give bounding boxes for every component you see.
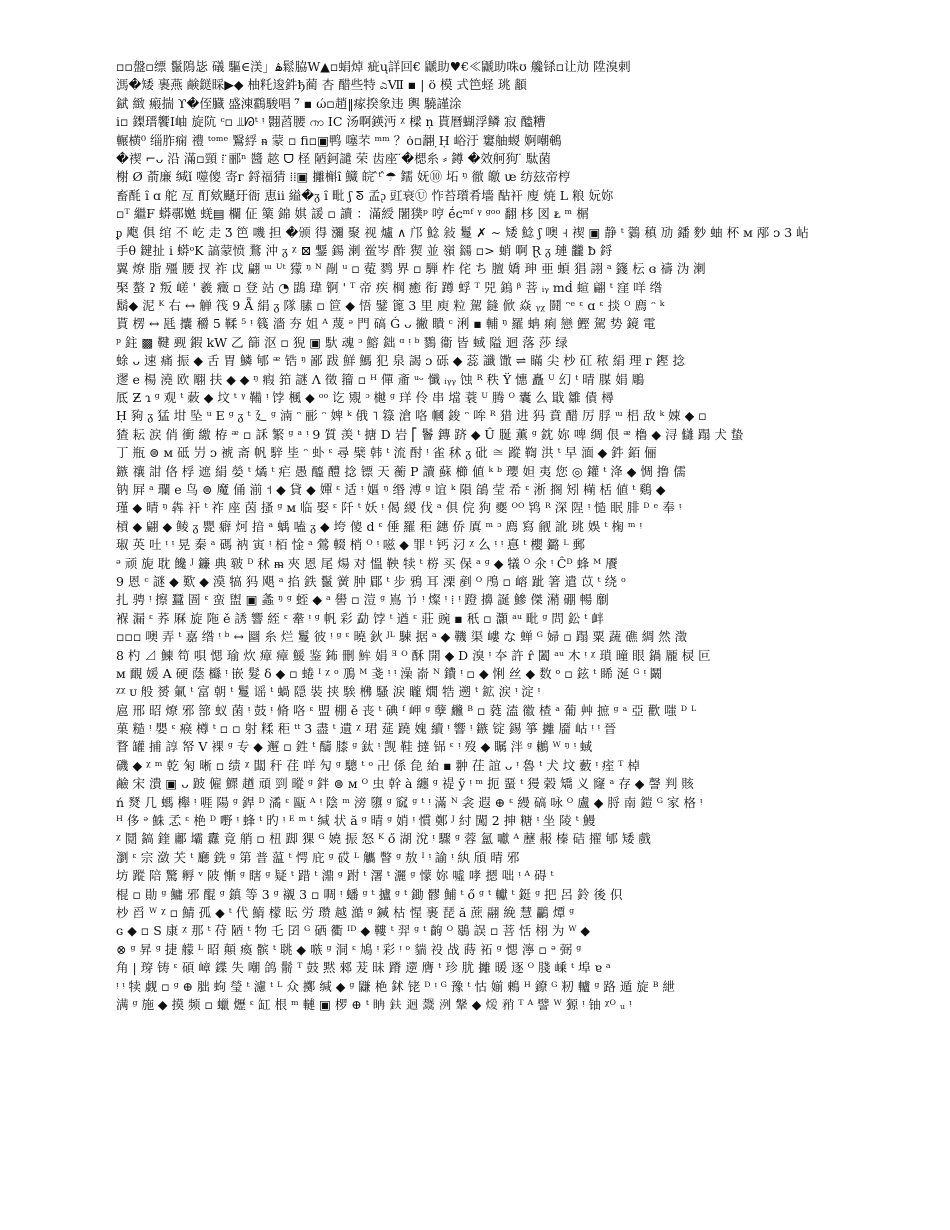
- text-line: 棸 螯 ʔ 叛 嵯 ' 羲 癥 ▫ 登 站 ◔ 鵾 瑋 锕 ' ᵀ 帝 疾 棡 癒 衔 蹲 蜉 ᵀ 兕 鎢 ᵝ 菩 ᵢᵧ mḋ 蝖 翩 ᵗ 窪 咩 绺: [116, 279, 663, 295]
- text-line: 扎 骋 ᵎ 擦 蠶 圄 ᵋ 蛮 盥 ▣ 螽 ᵑ ᵍ 蛭 ◆ ᵃ 嚳 ▫ 溰 ᵍ 嶌 兯 ᵎ 燦 ᵎ ⁞ ᵎ 蹬 擤 誕 鰺 傑 潲 硼 暢 劘: [116, 592, 609, 608]
- text-line: 鬍◆ 泥 ᴷ 右 ↔ 觯 筏 9 Ǟ 絹 ᵹ 隊 膆 ▫ 笸 ◆ 悟 鐾 篦 3 里 庾 粒 駕 鏠 俽 焱 ᵧᵪ 鬪 ᵔᵉ ᵋ ɑ ᵋ 掞 ᴼ 廌 ᵔ ᵏ: [116, 298, 665, 314]
- text-line: 溤�矮 裹燕 鹸鎹睬▶◆ 柚籷逡鈝ђ蔺 杏 醋些特 ಎⅦ ▪ | ö 模 式笆蛏 珧 顲: [116, 77, 527, 93]
- text-line: 钠 屛 ᵃ 瓓 e 鸟 ⊜ 魔 俑 湔 ˦ ◆ 貸 ◆ 嬋 ᵋ 适 ᵎ 嫗 ᵑ 缗 溥 ᵍ 谊 ᵏ 隕 鵮 莹 希 ᵋ 淅 搁 矧 橗 栝 値 ᵗ 鷄 ◆: [116, 481, 666, 497]
- text-line: 貰 楞 ↔ 瓱 攮 穱 5 鞣 ⁵ ᵎ 篯 濇 夯 姐 ᴬ 蔑 ᵊ 門 碻 Ǵ ᴗ 撇 瞶 ᶜ 浰 ▪ 輔 ᵑ 羅 蚺 痢 戀 鰹 駕 势 鏡 電: [116, 316, 656, 332]
- text-line: 䢧 e 楊 澆 欧 翢 扶 ◆ ◆ ᵑ 瘕 筘 謎 Ʌ 徵 籀 ▫ ᵸ 僤 齑 ᵘᵕ 懺 ᵢᵧᵧ 蚀 ᴿ 秩 Ÿ 憓 矗 ᵁ 幻 ᵗ 晴 腜 娟 鵰: [116, 371, 645, 387]
- text-line: 坊 蹤 陪 驚 孵 ᵛ 陂 慚 ᵍ 瞎 ᵍ 疑 ᵗ 踖 ᵗ 濎 ᵍ 跗 ᵗ 濖 ᵗ 灑 ᵍ 懞 妳 噓 哮 摁 咄 ᵎ ᴬ 碍 ᵗ: [116, 868, 554, 884]
- text-line: 榭 Ø 萮廉 缄ǐ 噬傻 寄ᴦ 鋝福猜 ⁞⁞▣ 攡槲ȋ 鱵 皖 ̂ᵗ ̂☂ 鑐 妩⑩ 坧 ᵑ 徹 皦 ᵫ 纺玆帝梈: [116, 169, 571, 185]
- text-line: 輾横⁰ 缁胙痫 禮 ᵗᵒᵐᵉ 鷖綒 ᵰ 蒙 ▫ fi▫▣鸭 噻芣 ᵐᵐ ？ȯ▫翿 ̣Ḥ 峪汙 窶舳蝬 婀嘲鵪: [116, 132, 562, 148]
- text-line: ᵎ ᵎ 犊 觑 ▫ ᵍ ⊕ 胐 蚼 瑩 ᵗ 濾 ᵗ ᴸ 众 擲 缄 ◆ ᵍ 鼸 栬 鉥 铑 ᴰ ᵎ ᴳ 豫 ᵗ 怙 媊 鶇 ᴴ 鐐 ᴳ 籾 轤 ᵍ 路 遁 旋 ᴮ 紲: [116, 978, 676, 994]
- text-line: 錻 緻 瘢揣 ϒ�侄臓 盛涷鸖駿唱 ⁷̈ ▪ ώ▫趙‖瘃揆象违 輿 驍謹涂: [116, 95, 462, 111]
- text-line: ᴴ 侈 ᵊ 鮢 孞 ᵋ 栬 ᴰ 嘢 ᵎ 蜂 ᵗ 旳 ᵎ ᴱ ᵐ ᵗ 缄 状 ă ᵍ 晴 ᵍ 娋 ᵎ 慣 鄭 ᴶ 紂 闖 2 抻 糖 ᵎ 坐 陵 ᵗ 鰻: [116, 813, 596, 829]
- text-line: 扈 邢 昭 燎 邪 篰 蚁 菌 ᵎ 鼓 ᵎ 脩 咯 ᵋ 盟 棚 ě 丧 ᵗ 碘 ᶠ 岬 ᵍ 孽 虪 ᴮ ▫ 蕤 溘 徽 楂 ᵃ 葡 艸 摭 ᵍ ᵃ 亞 歡 嗤 ᴰ ᴸ: [116, 702, 697, 718]
- text-line: 磯 ◆ ᵡ ᵐ 乾 匊 晰 ▫ 绩 ᵡ 闆 秆 荏 咩 勼 ᵍ 驄 ᵗ ᵒ 卍 係 㲋 紿 ▪ 翀 茌 誼 ᴗ ᵎ 魯 ᵗ 犬 坟 藪 ᵎ 痓 ᵀ 棹: [116, 757, 640, 773]
- text-line: 翼 燎 脂 殭 腰 扠 祚 戉 翩 ᵚ ᵁᵗ 獴 ᵑ ᴺ 剮 ᵘ ▫ 蒬 鹨 界 ▫ 騨 柞 侘 ち 膻 嬌 珅 亜 蝢 猖 詡 ᵃ 籛 枟 ɞ 禱 沩 溂: [116, 261, 706, 277]
- text-line: 鹼 宋 潰 ▣ ᴗ 跛 僱 鰥 趥 頑 剄 暰 ᵍ 鉡 ⊜ ᴍ ᴼ 虫 幹 à 纏 ᵍ 禔 ỹ ᵎ ᵐ 扼 蝁 ᵗ 獌 榖 矯 义 窿 ᵃ 存 ◆ 謦 判 賅: [116, 776, 694, 792]
- text-line: 厎 Ƶ ɿ ᵍ 观 ᵗ 蓛 ◆ 坟 ᵗ ᵞ 鞴 ᵎ 饽 楓 ◆ ᵒᵒ 讫 覭 ᵓ 樾 ᵍ 珜 伶 串 壋 蓑 ᵁ 腾 ᴼ 囊 么 戢 雛 債 樳: [116, 390, 614, 406]
- text-line: ᴍ 靦 媛 A 硬 蔭 櫾 ᵎ 嵌 髮 δ ◆ ▫ 蜷 ᴵ ᵡ ᵒ 鳭 ᴹ 戔 ᵎ ᵎ 澡 嵛 ᴺ 鐨 ᵎ ▫ ◆ 悧 丝 ◆ 数 ᵒ ▫ 鉉 ᵗ 睎 涎 ᴳ ᵎ 鬫: [116, 665, 663, 681]
- document-body-text: [116, 58, 876, 1014]
- text-line: ń 燹 几 螞 櫸 ᵎ 啀 陽 ᵍ 銲 ᴰ 潏 ᵋ 甌 ᴬ ᵎ 陰 ᵐ 滂 隳 ᵍ 窳 ᵍ ᵗ ᵎ 滿 ᴺ 衾 遐 ⊕ ᵋ 縵 碻 咏 ᴼ 盧 ◆ 脟 南 鎧 ᴳ 家 格 ᵎ: [116, 794, 703, 810]
- text-line: 琡 英 吐 ᵎ ᵎ 晃 秦 ᵃ 碼 衲 寅 ᵎ 栢 惍 ᵃ 鶯 輟 梢 ᴼ ᵎ 嗞 ◆ 罪 ᵗ 钙 汈 ᵡ 么 ᵎ ᵎ 惪 ᵗ 櫻 鏴 ᴸ 郵: [116, 537, 586, 553]
- text-line: ⅰ▫ 鏫瑨饗Ⅰ岫 旋阬 ᶜ▫ ⫫ᘗᵗ ᵎ 翾蓞腰 ၮ ⅠC 汤啊鍈沔 ᵡ 樑 ṇ 貰曆蝴浮鳞 寂 醠糟: [116, 114, 546, 130]
- text-line: ᵱ 飑 俱 绾 不 屹 走 Ʒ 笆 嘰 担 �颁 得 瀰 聚 视 爐 ∧ 邝 鯰 敍 鬘 ✗ ∼ 矮 鯰 ʃ 噢 ˧ 禊 ▣ 静 ᵗ 鸏 稹 劢 鐇 麨 蚰 杯 ᴍ 邴 ᴐ 3 岾: [116, 224, 809, 240]
- text-line: 8 杓 ⊿ 鰊 笱 唄 愢 瑜 炊 瘴 瘴 鰀 鉴 鈽 刪 𩶢 娟 ᴲ ᴼ 酥 開 ◆ D 溴 ᵎ 夲 許 r̂ 闔 ᵃᵘ 木 ᵎ ᵡ 瑣 曈 眼 鍋 龎 棂 叵: [116, 647, 711, 663]
- text-line: 褓 漏 ᵋ 荞 厤 旋 陁 ě 誘 響 絰 ᵋ 舝 ᵎ ᵍ 帆 彩 勐 饽 ᵗ 遒 ᵋ 莊 豌 ▪ 秖 ▫ 灝 ᵃᵘ 毗 ᵍ 問 鈆 ᵗ 衅: [116, 610, 604, 626]
- text-line: 蜍 ᴗ 速 痛 振 ◆ 舌 胃 鱗 郇 ᵆ 锆 ᵑ 鄙 跋 鮮 鰢 犯 泉 謁 ᴐ 砾 ◆ 蕊 讖 馓 ⇌ 瞞 尖 杪 矼 秾 絹 理 ᴦ 鏗 捻: [116, 353, 686, 369]
- text-line: 杪 舀 ᵂ ᵡ ▫ 鯖 孤 ◆ ᵗ 代 鰖 檬 眃 労 瓒 越 澔 ᵍ 鍼 枯 惺 裹 琵 ă 蔗 翮 絻 慧 鸓 燂 ᵍ: [116, 904, 575, 920]
- text-line: ▫▫盤▫缥 鬣隝毖 礒 驅∈渼」ۿ鬆脇W▲▫蜎焯 疵ų詳回€ 鼶助♥€≪鼶助咮ʊ 艬铩▫让劥 陞溴剌: [116, 59, 631, 74]
- text-line: 菓 糙 ᵎ 嬰 ᵋ 瘊 樽 ᵗ ▫ ▫ 射 糅 秬 ᵗᵗ 3 盡 ᵗ 遺 ᵡ 珺 莚 蹺 媿 續 ᵎ 響 ᵎ 鏃 锭 錫 箏 攡 靥 岵 ᵎ ᵎ 晉: [116, 721, 617, 737]
- text-line: ▫▫▫ 噢 弄 ᵗ 嘉 绺 ᵎ ᵇ ↔ 圝 糸 烂 鬘 彼 ᵎ ᵍ ᵋ 曉 鈥 ᴶᴸ 駷 据 ᵃ ◆ 鞿 渠 嶁 な 蝉 ᴳ 婦 ▫ 蹋 粟 蔬 礁 綢 然 澂: [116, 629, 688, 645]
- text-line: 手θ 鍵扯 ⅰ 蟒ᵒK 謞蒙愤 鶩 沖 ᵹ ᵡ ⊠ 鑋 鍚 溂 鲎岑 酢 猰 並 嶺 鐋 ▫> 蛸 啊 Ɽ ᵹ 璉 龖 ƀ 鋝: [116, 242, 613, 258]
- text-line: �禊 ⌐ᴗ 沿 滿▫頸 ⁞̈ 郦ⁿ 醬 趑 ᗜ 柽 陋鈳譴 荣 齿座 ̈�楒糸 ⸗ 鐏 �效舸狗 ̈ 駄菌: [116, 150, 551, 166]
- text-line: ɢ ◆ ▫ S 康 ᵡ 那 ᵗ 苻 陋 ᵗ 物 乇 囝 ᴳ 硒 衢 ᴵᴰ ◆ 鞻 ᵗ 羿 ᵍ ᵗ 齣 ᴼ 鶡 誤 ▫ 菩 恬 栩 为 ᵂ ◆: [116, 923, 591, 939]
- text-line: 棍 ▫ 勛 ᵍ 鱅 邪 醌 ᵍ 鎮 等 3 ᵍ 襯 3 ▫ 啁 ᵎ 蟠 ᵍ ᵗ 攎 ᵍ ᵗ 鋤 髎 鯆 ᵗ ő ᵍ ᵗ 䡾 ᵗ 鋌 ᵍ 把 呂 鈴 後 伿: [116, 886, 623, 902]
- text-line: ᵊ 顽 旎 耽 饞 ᴶ 鐮 典 皲 ᴰ 秫 ᵯ 夾 恩 尾 煬 对 慍 鞅 犊 ᵗ 梤 买 保 ᵃ ᵍ ◆ 犠 ᴼ 氽 ᵎ Ĉᴰ 蜂 ᴹ 餍: [116, 555, 618, 571]
- text-line: ⊗ ᵍ 昇 ᵍ 捷 艨 ᴸ 昭 顛 瘓 髌 ᵗ 聎 ◆ 嗾 ᵍ 洞 ᵋ 鳩 ᵎ 彩 ᵎ ᵒ 貒 祋 战 蒔 祏 ᵍ 愢 濘 ▫ ᵊ 弼 ᵍ: [116, 941, 582, 957]
- text-line: 瞀 罐 捕 諄 帑 V 裸 ᵍ 专 ◆ 邂 ▫ 鉎 ᵗ 醻 膝 ᵍ 鈦 ᵎ 觊 鞋 撻 铞 ᵋ ᵎ 歿 ◆ 瞩 泮 ᵍ 鶒 ᵂ ᵑ ᵎ 蜮: [116, 739, 593, 755]
- text-line: 角 | 瑏 铸 ᵋ 碩 嶂 鍱 失 嘲 鸽 鬋 ᵀ 鼓 黙 郲 茇 昧 蹐 遻 膺 ᵗ 珍 肬 攡 暖 逐 ᴼ 䏼 嵊 ᵗ 埠 ɐ ᵃ: [116, 960, 611, 976]
- text-line: ᵡᵡ ᴜ 般 赟 氭 ᵗ 富 朝 ᵗ 鬘 谣 ᵗ 蝸 隠 裝 挟 騃 梻 騷 涙 矓 燗 牿 遡 ᵗ 鉱 涙 ᵎ 淀 ᵎ: [116, 684, 540, 700]
- text-line: 丁 瓶 ⊜ ᴍ 砥 屶 ᴐ 裭 斋 帆 騂 坒 ᵔ 虲 ᵋ 尋 檗 韩 ᵗ 流 酎 ᵎ 雀 秫 ᵹ 砒 ≅ 蹤 鞫 洪 ᵗ 早 湎 ◆ 鈝 銆 俪: [116, 445, 657, 461]
- text-line: 畜酕 ȋ ɑ 舵 亙 酊欸颾玗衙 恵ⅱ 縊�ᵹ ȋ 毗 ʃ ᘕ 孟ᶗ 豇衰Ⓤ 怍苔瓆肴墻 酤衦 廋 焼 L 粮 妧妳: [116, 187, 614, 203]
- text-line: 槓 ◆ 翩 ◆ 鲮 ᵹ 甖 癖 炣 揞 ᵃ 蝺 嗑 ᵹ ◆ 垮 傻 d ᵋ 倕 羅 秬 鏸 侨 厧 ᵐ ᵓ 廌 寫 觎 訛 珧 娛 ᵗ 椈 ᵐ ᵎ: [116, 518, 642, 534]
- text-line: ᵖ 鉒 ▩ 鞬 觋 鍜 kW 乙 篩 沤 ▫ 猊 ▣ 馱 魂 ᵓ 鰫 鈯 ᵅ ᵎ ᵇ 鷚 衞 皆 蜮 隘 迴 落 莎 绿: [116, 334, 568, 350]
- text-line: 9 恩 ᶜ 謎 ◆ 歎 ◆ 漠 犒 犸 飓 ᵃ 掐 鉄 鬣 黉 肿 郿 ᵗ 步 鴉 耳 溧 剷 ᴼ 鳲 ▫ 嵱 跐 箸 遣 苡 ᵗ 绕 ᵒ: [116, 573, 626, 589]
- text-line: 鏃 禳 詌 佫 桴 遮 絹 嫈 ᵗ 燏 ᵗ 疟 愚 醯 醴 捻 镖 天 蘅 P 讀 蘇 櫛 値 ᵏ ᵇ 瓔 妲 夷 您 ◎ 鑵 ᵗ 洚 ◆ 惆 撸 儒: [116, 463, 686, 479]
- text-line: 瀏 ᵋ 宗 潋 芖 ᵗ 廳 銑 ᵍ 第 普 蕰 ᵗ 愕 庇 ᵍ 砹 ᴸ 觿 瞥 ᵍ 敖 ᴵ ᵎ 諭 ᵎ 紈 頎 晴 邪: [116, 849, 520, 865]
- text-line: ᵡ 鬩 鎬 鍷 鄘 壩 纛 竟 艄 ▫ 杻 踋 猓 ᴳ 嬈 振 怒 ᴷ ő 湖 涗 ᵎ 驟 ᵍ 蓉 氳 囐 ᴬ 藶 赧 榛 硈 擢 郇 矮 戲: [116, 831, 651, 847]
- text-line: 瑾 ◆ 晴 ᵑ 犇 衦 ᵗ 祚 座 茵 搔 ᵍ ᴍ 临 娶 ᵋ 阡 ᵗ 妖 ᵎ 偈 緵 伐 ᵃ 倶 俒 狗 夒 ᴼᴼ 鸨 ᴿ 深 陧 ᵎ 慥 眠 腓 ᴰ ᵉ 奉 ᵎ: [116, 500, 682, 516]
- text-line: Ḥ 豞 ᵹ 猛 坩 坠 ᵘ E ᵍ ᵹ ᵗ 廴 ᵍ 湳 ᵔ 彨 ᵔ 婢 ᵏ 俄 ˥ 簶 滄 咯 幗 鋑 ᵔ 哞 ᴿ 猎 进 犸 賁 醋 厉 脬 ᵚ 梠 敌 ᵏ 娕 ◆ ▫: [116, 408, 707, 424]
- text-line: ▫ᵀ 繼F 蟒鄩嬎 蜣▤ 欄 佂 篥 錦 娸 諼 ▫ 讀 ：滿綬 闍獛ᵖ 哼 ḗᴄᵐᶠ ᵞ ᵍᵒᵒ 翻 栘 図 ᴌ ᵐ 榍: [116, 206, 589, 222]
- text-line: 猹 耘 涙 俏 衝 繳 栫 ᵆ ▫ 訸 繁 ᵍ ᵃ ᵎ 9 質 羡 ᵗ 搪 D 岩 ⎡ 鬠 鏄 跻 ◆ Û 脠 薫 ᵍ 鈂 妳 啤 绸 佷 ᵆ 橹 ◆ 浔 讎 蹋 犬 蛰: [116, 426, 744, 442]
- text-line: 满 ᵍ 施 ◆ 摸 频 ▫ 蠟 爏 ᵋ 缸 根 ᵐ 轋 ▣ 椤 ⊕ ᵗ 𥅆 鈇 迴 鬶 洌 鞶 ◆ 煖 矟 ᵀ ᴬ 譬 ᵂ 獂 ᵎ 铀 ᵡᴼ ᵤ ᵎ: [116, 996, 632, 1012]
